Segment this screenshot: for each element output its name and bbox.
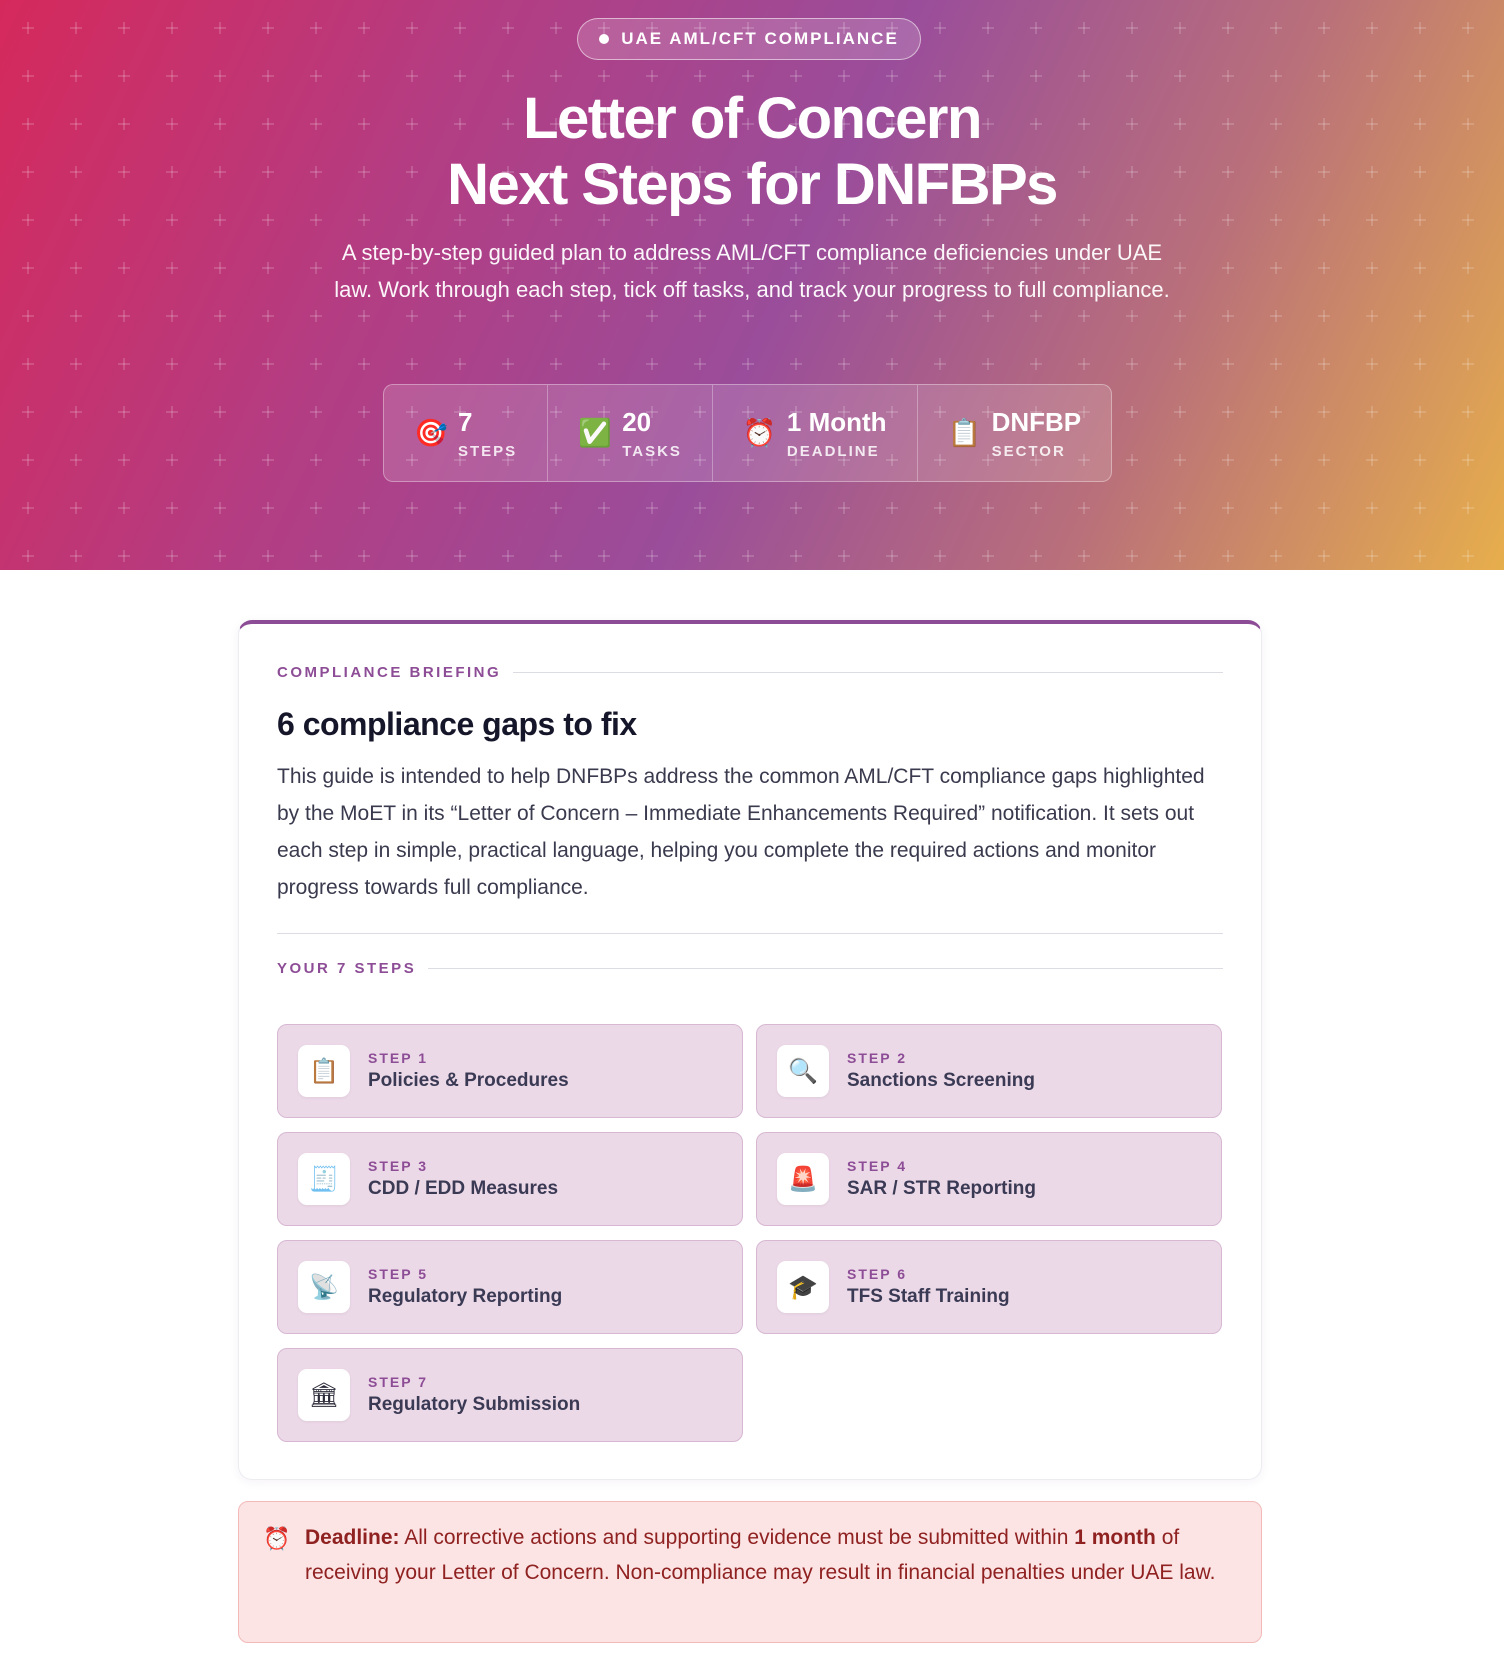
hero-banner — [0, 0, 1504, 570]
page-title-line-1: Letter of Concern — [523, 86, 981, 151]
plus-pattern-mark — [934, 310, 946, 322]
plus-pattern-mark — [358, 406, 370, 418]
plus-pattern-mark — [1126, 502, 1138, 514]
compliance-briefing-card — [238, 620, 1262, 1480]
plus-pattern-mark — [838, 70, 850, 82]
plus-pattern-mark — [1174, 454, 1186, 466]
topic-badge — [577, 18, 921, 60]
divider — [277, 933, 1223, 934]
plus-pattern-mark — [358, 454, 370, 466]
plus-pattern-mark — [310, 310, 322, 322]
plus-pattern-mark — [406, 22, 418, 34]
plus-pattern-mark — [262, 406, 274, 418]
step-card-6[interactable] — [756, 1240, 1222, 1334]
plus-pattern-mark — [118, 262, 130, 274]
plus-pattern-mark — [310, 406, 322, 418]
siren-icon: 🚨 — [777, 1153, 829, 1205]
deadline-alert — [238, 1501, 1262, 1643]
plus-pattern-mark — [502, 22, 514, 34]
plus-pattern-mark — [1462, 262, 1474, 274]
step-card-5[interactable] — [277, 1240, 743, 1334]
plus-pattern-mark — [1366, 406, 1378, 418]
plus-pattern-mark — [118, 406, 130, 418]
plus-pattern-mark — [982, 550, 994, 562]
plus-pattern-mark — [1462, 550, 1474, 562]
step-card-4[interactable] — [756, 1132, 1222, 1226]
plus-pattern-mark — [550, 22, 562, 34]
plus-pattern-mark — [454, 550, 466, 562]
page-title — [0, 86, 1504, 218]
plus-pattern-mark — [1222, 406, 1234, 418]
step-name: Regulatory Reporting — [368, 1286, 563, 1307]
plus-pattern-mark — [454, 70, 466, 82]
step-number: STEP 5 — [368, 1266, 428, 1282]
plus-pattern-mark — [1414, 70, 1426, 82]
plus-pattern-mark — [166, 310, 178, 322]
plus-pattern-mark — [838, 358, 850, 370]
plus-pattern-mark — [70, 550, 82, 562]
plus-pattern-mark — [166, 550, 178, 562]
plus-pattern-mark — [694, 358, 706, 370]
plus-pattern-mark — [1318, 502, 1330, 514]
step-card-2[interactable] — [756, 1024, 1222, 1118]
plus-pattern-mark — [742, 310, 754, 322]
stat-steps — [384, 385, 548, 481]
plus-pattern-mark — [502, 550, 514, 562]
plus-pattern-mark — [22, 454, 34, 466]
plus-pattern-mark — [1126, 358, 1138, 370]
plus-pattern-mark — [214, 502, 226, 514]
target-icon: 🎯 — [414, 418, 448, 448]
plus-pattern-mark — [1318, 550, 1330, 562]
plus-pattern-mark — [262, 70, 274, 82]
plus-pattern-mark — [358, 70, 370, 82]
step-number: STEP 7 — [368, 1374, 428, 1390]
plus-pattern-mark — [1222, 454, 1234, 466]
plus-pattern-mark — [502, 70, 514, 82]
deadline-message — [305, 1520, 1231, 1590]
plus-pattern-mark — [166, 502, 178, 514]
plus-pattern-mark — [790, 502, 802, 514]
check-icon: ✅ — [578, 418, 612, 448]
plus-pattern-mark — [1126, 406, 1138, 418]
plus-pattern-mark — [742, 502, 754, 514]
plus-pattern-mark — [790, 550, 802, 562]
plus-pattern-mark — [454, 310, 466, 322]
plus-pattern-mark — [1030, 22, 1042, 34]
plus-pattern-mark — [694, 70, 706, 82]
stats-bar — [383, 384, 1112, 482]
plus-pattern-mark — [1222, 22, 1234, 34]
plus-pattern-mark — [1222, 310, 1234, 322]
government-building-icon: 🏛 — [298, 1369, 350, 1421]
plus-pattern-mark — [1366, 22, 1378, 34]
plus-pattern-mark — [406, 550, 418, 562]
stat-label: DEADLINE — [786, 442, 880, 460]
plus-pattern-mark — [934, 358, 946, 370]
plus-pattern-mark — [646, 358, 658, 370]
plus-pattern-mark — [22, 502, 34, 514]
plus-pattern-mark — [790, 310, 802, 322]
plus-pattern-mark — [1270, 454, 1282, 466]
plus-pattern-mark — [1318, 70, 1330, 82]
plus-pattern-mark — [214, 358, 226, 370]
plus-pattern-mark — [550, 310, 562, 322]
plus-pattern-mark — [742, 358, 754, 370]
plus-pattern-mark — [70, 406, 82, 418]
plus-pattern-mark — [502, 310, 514, 322]
plus-pattern-mark — [310, 262, 322, 274]
plus-pattern-mark — [70, 454, 82, 466]
plus-pattern-mark — [1222, 502, 1234, 514]
plus-pattern-mark — [262, 262, 274, 274]
plus-pattern-mark — [598, 70, 610, 82]
plus-pattern-mark — [646, 550, 658, 562]
plus-pattern-mark — [358, 358, 370, 370]
plus-pattern-mark — [1270, 262, 1282, 274]
stat-value: 1 Month — [786, 406, 887, 437]
plus-pattern-mark — [550, 502, 562, 514]
plus-pattern-mark — [1318, 310, 1330, 322]
plus-pattern-mark — [1366, 550, 1378, 562]
step-number: STEP 6 — [847, 1266, 907, 1282]
plus-pattern-mark — [1126, 310, 1138, 322]
plus-pattern-mark — [214, 550, 226, 562]
plus-pattern-mark — [118, 310, 130, 322]
plus-pattern-mark — [1222, 358, 1234, 370]
plus-pattern-mark — [262, 358, 274, 370]
plus-pattern-mark — [1414, 310, 1426, 322]
stat-label: STEPS — [458, 442, 518, 460]
plus-pattern-mark — [838, 550, 850, 562]
plus-pattern-mark — [1366, 310, 1378, 322]
plus-pattern-mark — [1174, 550, 1186, 562]
plus-pattern-mark — [262, 550, 274, 562]
alarm-clock-icon: ⏰ — [263, 1526, 291, 1551]
stat-label: TASKS — [622, 442, 682, 460]
plus-pattern-mark — [1126, 550, 1138, 562]
plus-pattern-mark — [886, 70, 898, 82]
plus-pattern-mark — [1414, 358, 1426, 370]
plus-pattern-mark — [1270, 70, 1282, 82]
plus-pattern-mark — [166, 22, 178, 34]
plus-pattern-mark — [1078, 502, 1090, 514]
plus-pattern-mark — [790, 70, 802, 82]
plus-pattern-mark — [70, 262, 82, 274]
plus-pattern-mark — [1174, 406, 1186, 418]
plus-pattern-mark — [214, 310, 226, 322]
plus-pattern-mark — [1078, 358, 1090, 370]
section-rule — [428, 968, 1223, 969]
plus-pattern-mark — [1078, 310, 1090, 322]
plus-pattern-mark — [262, 310, 274, 322]
step-card-7[interactable] — [277, 1348, 743, 1442]
plus-pattern-mark — [1174, 22, 1186, 34]
plus-pattern-mark — [70, 22, 82, 34]
stat-tasks — [548, 385, 713, 481]
badge-dot-icon — [599, 34, 609, 44]
plus-pattern-mark — [838, 310, 850, 322]
plus-pattern-mark — [1414, 22, 1426, 34]
plus-pattern-mark — [886, 310, 898, 322]
plus-pattern-mark — [598, 502, 610, 514]
plus-pattern-mark — [1318, 22, 1330, 34]
plus-pattern-mark — [1270, 310, 1282, 322]
plus-pattern-mark — [1222, 550, 1234, 562]
plus-pattern-mark — [214, 406, 226, 418]
stat-value: 20 — [622, 406, 652, 437]
plus-pattern-mark — [1462, 70, 1474, 82]
plus-pattern-mark — [1078, 550, 1090, 562]
plus-pattern-mark — [22, 310, 34, 322]
plus-pattern-mark — [1318, 406, 1330, 418]
plus-pattern-mark — [598, 358, 610, 370]
plus-pattern-mark — [934, 22, 946, 34]
plus-pattern-mark — [454, 502, 466, 514]
satellite-dish-icon: 📡 — [298, 1261, 350, 1313]
plus-pattern-mark — [1318, 262, 1330, 274]
plus-pattern-mark — [1414, 454, 1426, 466]
plus-pattern-mark — [358, 502, 370, 514]
deadline-label: Deadline: — [305, 1526, 400, 1549]
plus-pattern-mark — [1366, 358, 1378, 370]
plus-pattern-mark — [934, 70, 946, 82]
plus-pattern-mark — [214, 262, 226, 274]
plus-pattern-mark — [22, 550, 34, 562]
clipboard-icon: 📋 — [947, 418, 982, 448]
plus-pattern-mark — [1222, 70, 1234, 82]
step-name: CDD / EDD Measures — [368, 1178, 559, 1199]
plus-pattern-mark — [982, 310, 994, 322]
plus-pattern-mark — [646, 502, 658, 514]
plus-pattern-mark — [214, 70, 226, 82]
plus-pattern-mark — [838, 502, 850, 514]
plus-pattern-mark — [646, 70, 658, 82]
magnifier-icon: 🔍 — [777, 1045, 829, 1097]
step-card-3[interactable] — [277, 1132, 743, 1226]
plus-pattern-mark — [1414, 262, 1426, 274]
briefing-section-label: COMPLIANCE BRIEFING — [277, 664, 502, 681]
plus-pattern-mark — [406, 358, 418, 370]
plus-pattern-mark — [22, 22, 34, 34]
stat-value: 7 — [458, 406, 473, 437]
plus-pattern-mark — [1462, 502, 1474, 514]
plus-pattern-mark — [1366, 262, 1378, 274]
plus-pattern-mark — [118, 454, 130, 466]
step-number: STEP 1 — [368, 1050, 428, 1066]
plus-pattern-mark — [310, 454, 322, 466]
step-name: Policies & Procedures — [368, 1070, 569, 1091]
plus-pattern-mark — [1174, 358, 1186, 370]
badge-label: UAE AML/CFT COMPLIANCE — [621, 29, 899, 48]
plus-pattern-mark — [118, 358, 130, 370]
plus-pattern-mark — [1414, 550, 1426, 562]
plus-pattern-mark — [310, 22, 322, 34]
plus-pattern-mark — [262, 502, 274, 514]
briefing-body: This guide is intended to help DNFBPs address the common AML/CFT compliance gaps highlighted by the MoET in its “Letter of Concern – Immediate Enhancements Required” notification. It sets out each step in simple, practical language, helping you complete the required actions and monitor progress towards full compliance. — [277, 765, 1205, 899]
plus-pattern-mark — [358, 310, 370, 322]
plus-pattern-mark — [1270, 550, 1282, 562]
plus-pattern-mark — [1174, 310, 1186, 322]
plus-pattern-mark — [886, 502, 898, 514]
page-title-line-2: Next Steps for DNFBPs — [447, 152, 1057, 217]
plus-pattern-mark — [694, 310, 706, 322]
plus-pattern-mark — [310, 502, 322, 514]
plus-pattern-mark — [118, 22, 130, 34]
plus-pattern-mark — [70, 310, 82, 322]
plus-pattern-mark — [1366, 70, 1378, 82]
plus-pattern-mark — [166, 454, 178, 466]
plus-pattern-mark — [934, 502, 946, 514]
plus-pattern-mark — [886, 550, 898, 562]
plus-pattern-mark — [550, 70, 562, 82]
clipboard-icon: 📋 — [298, 1045, 350, 1097]
plus-pattern-mark — [70, 502, 82, 514]
plus-pattern-mark — [502, 358, 514, 370]
plus-pattern-mark — [742, 70, 754, 82]
plus-pattern-mark — [406, 310, 418, 322]
plus-pattern-mark — [1462, 454, 1474, 466]
plus-pattern-mark — [982, 358, 994, 370]
plus-pattern-mark — [310, 550, 322, 562]
plus-pattern-mark — [358, 550, 370, 562]
plus-pattern-mark — [1126, 70, 1138, 82]
plus-pattern-mark — [934, 550, 946, 562]
plus-pattern-mark — [454, 358, 466, 370]
plus-pattern-mark — [598, 310, 610, 322]
plus-pattern-mark — [1030, 70, 1042, 82]
plus-pattern-mark — [1030, 358, 1042, 370]
plus-pattern-mark — [1270, 22, 1282, 34]
plus-pattern-mark — [550, 550, 562, 562]
plus-pattern-mark — [886, 358, 898, 370]
plus-pattern-mark — [262, 454, 274, 466]
plus-pattern-mark — [166, 262, 178, 274]
plus-pattern-mark — [982, 22, 994, 34]
plus-pattern-mark — [70, 358, 82, 370]
stat-deadline — [713, 385, 918, 481]
plus-pattern-mark — [1222, 262, 1234, 274]
step-number: STEP 4 — [847, 1158, 907, 1174]
plus-pattern-mark — [358, 22, 370, 34]
step-number: STEP 2 — [847, 1050, 907, 1066]
deadline-text-after: of receiving your Letter of Concern. Non-compliance may result in financial penalties under UAE law. — [305, 1526, 1216, 1584]
step-name: SAR / STR Reporting — [847, 1178, 1036, 1199]
plus-pattern-mark — [166, 70, 178, 82]
plus-pattern-mark — [1318, 454, 1330, 466]
plus-pattern-mark — [1462, 406, 1474, 418]
plus-pattern-mark — [790, 358, 802, 370]
step-name: Regulatory Submission — [368, 1394, 581, 1415]
plus-pattern-mark — [1462, 310, 1474, 322]
plus-pattern-mark — [454, 22, 466, 34]
plus-pattern-mark — [70, 70, 82, 82]
plus-pattern-mark — [1030, 502, 1042, 514]
plus-pattern-mark — [1078, 70, 1090, 82]
plus-pattern-mark — [1270, 406, 1282, 418]
plus-pattern-mark — [1414, 406, 1426, 418]
plus-pattern-mark — [646, 310, 658, 322]
plus-pattern-mark — [694, 502, 706, 514]
step-name: Sanctions Screening — [847, 1070, 1035, 1091]
plus-pattern-mark — [22, 406, 34, 418]
plus-pattern-mark — [166, 406, 178, 418]
plus-pattern-mark — [310, 70, 322, 82]
plus-pattern-mark — [502, 502, 514, 514]
plus-pattern-mark — [1462, 22, 1474, 34]
plus-pattern-mark — [406, 502, 418, 514]
steps-section-label: YOUR 7 STEPS — [277, 960, 417, 977]
plus-pattern-mark — [1126, 22, 1138, 34]
alarm-clock-icon: ⏰ — [742, 418, 777, 448]
page-subtitle: A step-by-step guided plan to address AML/CFT compliance deficiencies under UAE law. Work through each step, tick off tasks, and track your progress to full compliance. — [334, 240, 1170, 302]
plus-pattern-mark — [406, 70, 418, 82]
stat-label: SECTOR — [991, 442, 1066, 460]
stat-value: DNFBP — [991, 406, 1082, 437]
plus-pattern-mark — [262, 22, 274, 34]
plus-pattern-mark — [118, 70, 130, 82]
plus-pattern-mark — [214, 454, 226, 466]
step-name: TFS Staff Training — [847, 1286, 1010, 1307]
plus-pattern-mark — [22, 70, 34, 82]
plus-pattern-mark — [694, 550, 706, 562]
plus-pattern-mark — [598, 550, 610, 562]
plus-pattern-mark — [1174, 70, 1186, 82]
plus-pattern-mark — [118, 550, 130, 562]
plus-pattern-mark — [1462, 358, 1474, 370]
plus-pattern-mark — [118, 502, 130, 514]
plus-pattern-mark — [982, 70, 994, 82]
plus-pattern-mark — [22, 262, 34, 274]
plus-pattern-mark — [166, 358, 178, 370]
briefing-title: 6 compliance gaps to fix — [277, 706, 637, 742]
plus-pattern-mark — [982, 502, 994, 514]
plus-pattern-mark — [1366, 454, 1378, 466]
section-rule — [513, 672, 1223, 673]
plus-pattern-mark — [1078, 22, 1090, 34]
steps-section-header — [277, 960, 1223, 977]
stat-sector — [918, 385, 1112, 481]
step-number: STEP 3 — [368, 1158, 428, 1174]
plus-pattern-mark — [550, 358, 562, 370]
plus-pattern-mark — [1270, 358, 1282, 370]
plus-pattern-mark — [1366, 502, 1378, 514]
plus-pattern-mark — [1414, 502, 1426, 514]
plus-pattern-mark — [1318, 358, 1330, 370]
graduation-cap-icon: 🎓 — [777, 1261, 829, 1313]
plus-pattern-mark — [1030, 550, 1042, 562]
step-card-1[interactable] — [277, 1024, 743, 1118]
plus-pattern-mark — [1126, 454, 1138, 466]
briefing-section-header — [277, 664, 1223, 681]
receipt-icon: 🧾 — [298, 1153, 350, 1205]
plus-pattern-mark — [1270, 502, 1282, 514]
deadline-text-before: All corrective actions and supporting evidence must be submitted within — [399, 1526, 1075, 1549]
deadline-emphasis: 1 month — [1074, 1526, 1156, 1549]
plus-pattern-mark — [1174, 502, 1186, 514]
plus-pattern-mark — [22, 358, 34, 370]
plus-pattern-mark — [742, 550, 754, 562]
plus-pattern-mark — [1030, 310, 1042, 322]
plus-pattern-mark — [214, 22, 226, 34]
plus-pattern-mark — [310, 358, 322, 370]
